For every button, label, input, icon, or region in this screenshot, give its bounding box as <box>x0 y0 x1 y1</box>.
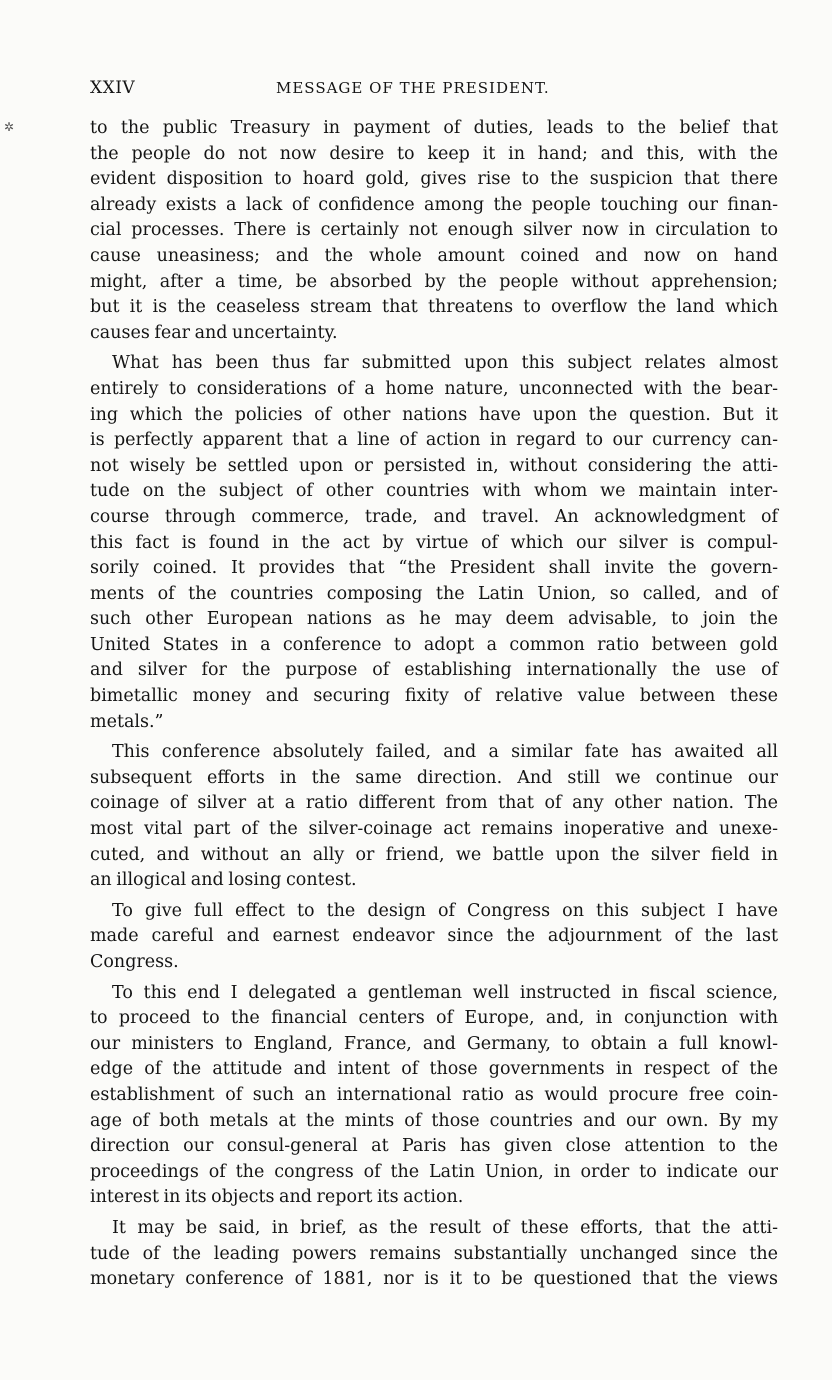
text-line: most vital part of the silver-coinage act remains inoperative and unexe- <box>90 819 778 840</box>
paragraph <box>90 981 778 1211</box>
text-line: tude on the subject of other countries with whom we maintain inter- <box>90 481 778 502</box>
text-line: proceedings of the congress of the Latin Union, in order to indicate our <box>90 1161 778 1182</box>
margin-ink-mark: ✲ <box>4 120 15 134</box>
text-line: United States in a conference to adopt a common ratio between gold <box>90 634 778 655</box>
text-line: subsequent efforts in the same direction. And still we continue our <box>90 767 778 788</box>
text-line: What has been thus far submitted upon this subject relates almost <box>112 353 778 374</box>
text-line: to the public Treasury in payment of duties, leads to the belief that <box>90 118 778 138</box>
text-line: tude of the leading powers remains substantially unchanged since the <box>90 1243 778 1264</box>
text-line: the people do not now desire to keep it in hand; and this, with the <box>90 143 778 164</box>
text-line: It may be said, in brief, as the result of these efforts, that the atti- <box>112 1217 778 1238</box>
paragraph <box>90 351 778 735</box>
text-line: ing which the policies of other nations have upon the question. But it <box>90 404 778 425</box>
text-line: cial processes. There is certainly not enough silver now in circulation to <box>90 220 778 241</box>
paragraph <box>90 116 778 346</box>
running-title: MESSAGE OF THE PRESIDENT. <box>276 79 550 97</box>
text-line: To give full effect to the design of Congress on this subject I have <box>112 900 778 921</box>
text-line: age of both metals at the mints of those countries and our own. By my <box>90 1110 778 1131</box>
text-line: metals.” <box>90 711 164 732</box>
text-line: evident disposition to hoard gold, gives rise to the suspicion that there <box>90 169 778 190</box>
text-line: edge of the attitude and intent of those governments in respect of the <box>90 1059 778 1080</box>
text-line: sorily coined. It provides that “the President shall invite the govern- <box>90 558 778 579</box>
text-line: entirely to considerations of a home nature, unconnected with the bear- <box>90 378 778 399</box>
text-line: interest in its objects and report its action. <box>90 1187 464 1208</box>
text-line: to proceed to the financial centers of Europe, and, in conjunction with <box>90 1008 778 1029</box>
paragraph <box>90 1216 778 1293</box>
text-line: bimetallic money and securing fixity of relative value between these <box>90 686 778 707</box>
text-line: such other European nations as he may deem advisable, to join the <box>90 609 778 630</box>
text-line: coinage of silver at a ratio different from that of any other nation. The <box>90 793 778 814</box>
text-line: cause uneasiness; and the whole amount coined and now on hand <box>90 245 778 266</box>
text-line: this fact is found in the act by virtue of which our silver is compul- <box>90 532 778 553</box>
paragraph <box>90 740 778 894</box>
text-line: course through commerce, trade, and travel. An acknowledgment of <box>90 506 778 527</box>
paragraph <box>90 899 778 976</box>
text-line: monetary conference of 1881, nor is it to be questioned that the views <box>90 1269 778 1290</box>
text-line: and silver for the purpose of establishing internationally the use of <box>90 660 778 681</box>
text-line: causes fear and uncertainty. <box>90 322 338 343</box>
text-line: is perfectly apparent that a line of action in regard to our currency can- <box>90 430 778 451</box>
page-number: XXIV <box>90 78 136 98</box>
text-line: direction our consul-general at Paris has given close attention to the <box>90 1136 778 1157</box>
text-line: ments of the countries composing the Latin Union, so called, and of <box>90 583 778 604</box>
text-line: This conference absolutely failed, and a similar fate has awaited all <box>112 742 778 763</box>
text-line: might, after a time, be absorbed by the people without apprehension; <box>90 271 778 292</box>
body-text <box>90 116 778 1298</box>
text-line: made careful and earnest endeavor since the adjournment of the last <box>90 926 778 947</box>
text-line: already exists a lack of confidence among the people touching our finan- <box>90 194 778 215</box>
text-line: establishment of such an international ratio as would procure free coin- <box>90 1084 778 1105</box>
text-line: an illogical and losing contest. <box>90 870 357 891</box>
text-line: To this end I delegated a gentleman well instructed in fiscal science, <box>112 982 778 1003</box>
text-line: cuted, and without an ally or friend, we battle upon the silver field in <box>90 844 778 865</box>
text-line: but it is the ceaseless stream that threatens to overflow the land which <box>90 297 778 318</box>
text-line: Congress. <box>90 952 179 972</box>
running-head <box>90 78 790 100</box>
text-line: our ministers to England, France, and Germany, to obtain a full knowl- <box>90 1033 778 1054</box>
text-line: not wisely be settled upon or persisted in, without considering the atti- <box>90 455 778 476</box>
